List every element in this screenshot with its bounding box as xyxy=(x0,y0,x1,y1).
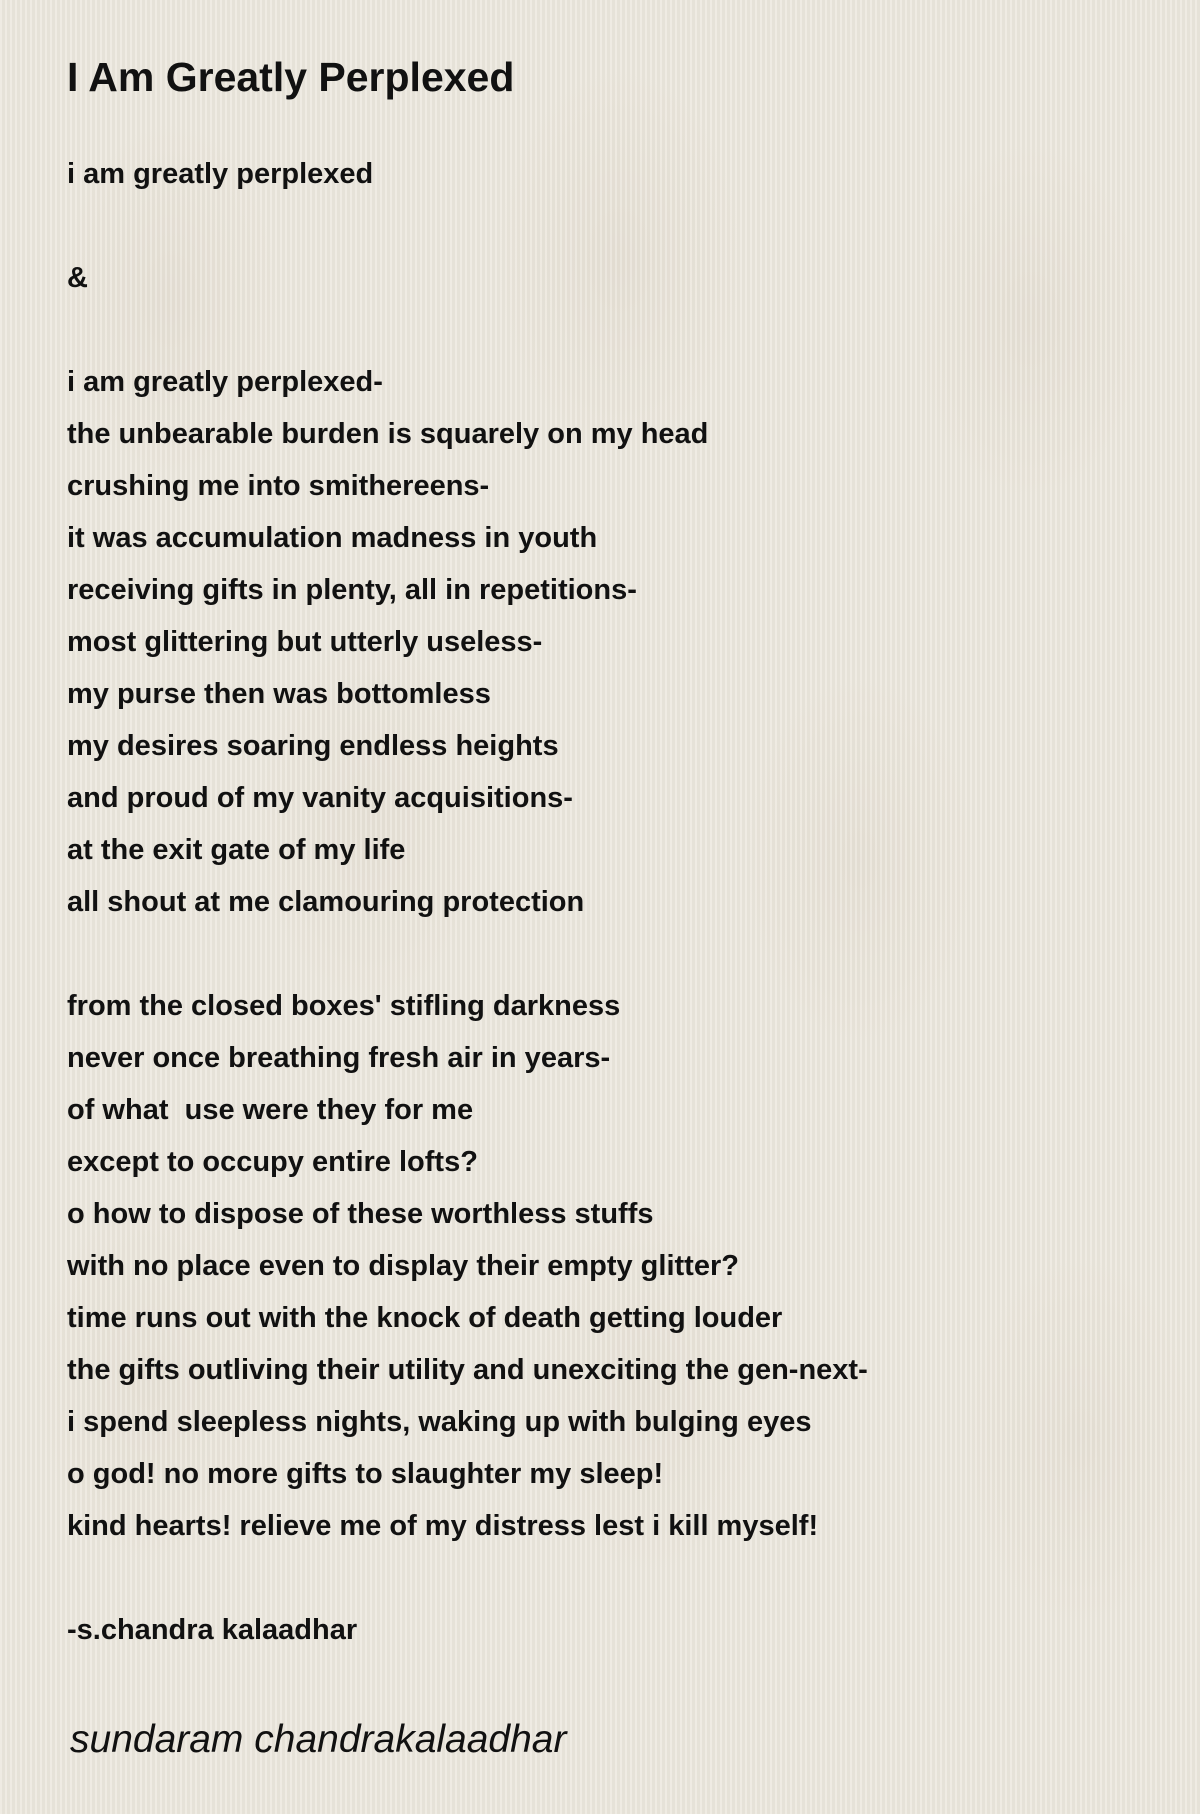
poem-body xyxy=(67,148,868,1656)
poem-title: I Am Greatly Perplexed xyxy=(67,54,515,100)
poem-line: my desires soaring endless heights xyxy=(67,730,559,762)
stanza-break xyxy=(67,1552,868,1604)
poem-line: kind hearts! relieve me of my distress lest i kill myself! xyxy=(67,1510,819,1542)
poem-line: my purse then was bottomless xyxy=(67,678,491,710)
poem-line: never once breathing fresh air in years- xyxy=(67,1042,611,1074)
poem-line: & xyxy=(67,262,88,294)
stanza-break xyxy=(67,304,868,356)
poem-line: most glittering but utterly useless- xyxy=(67,626,543,658)
poem-line: of what use were they for me xyxy=(67,1094,474,1126)
poem-line: the gifts outliving their utility and unexciting the gen-next- xyxy=(67,1354,868,1386)
stanza-break xyxy=(67,928,868,980)
poem-line: and proud of my vanity acquisitions- xyxy=(67,782,573,814)
poem-line: i am greatly perplexed xyxy=(67,158,374,190)
poem-line: it was accumulation madness in youth xyxy=(67,522,598,554)
poem-line: with no place even to display their empty glitter? xyxy=(67,1250,739,1282)
poem-line: at the exit gate of my life xyxy=(67,834,406,866)
poem-line: i spend sleepless nights, waking up with bulging eyes xyxy=(67,1406,812,1438)
poem-line: crushing me into smithereens- xyxy=(67,470,490,502)
poem-line: except to occupy entire lofts? xyxy=(67,1146,478,1178)
poem-line: receiving gifts in plenty, all in repetitions- xyxy=(67,574,637,606)
poem-line: o god! no more gifts to slaughter my sleep! xyxy=(67,1458,664,1490)
poem-signature: -s.chandra kalaadhar xyxy=(67,1614,358,1646)
poem-line: time runs out with the knock of death getting louder xyxy=(67,1302,783,1334)
poem-author: sundaram chandrakalaadhar xyxy=(70,1718,567,1761)
poem-line: o how to dispose of these worthless stuffs xyxy=(67,1198,654,1230)
poem-line: the unbearable burden is squarely on my head xyxy=(67,418,709,450)
poem-line: all shout at me clamouring protection xyxy=(67,886,585,918)
poem-line: from the closed boxes' stifling darkness xyxy=(67,990,621,1022)
stanza-break xyxy=(67,200,868,252)
poem-line: i am greatly perplexed- xyxy=(67,366,383,398)
poem-page xyxy=(67,0,1147,1814)
